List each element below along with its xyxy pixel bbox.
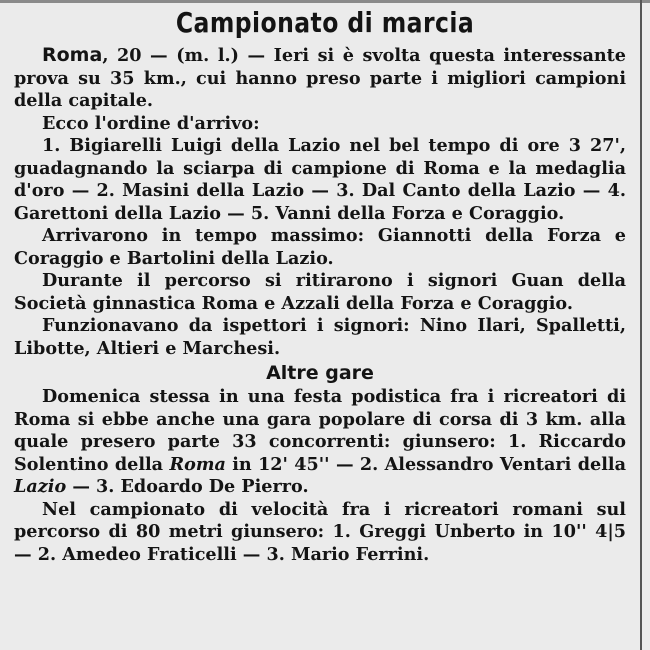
dateline-rest: , 20 — (m. l.) — <box>102 45 266 66</box>
top-rule <box>0 0 650 3</box>
paragraph-speed: Nel campionato di velocità fra i ricreatori romani sul percorso di 80 metri giunsero: 1. Greggi Unberto in 10'' 4|5 — 2. Amedeo Fraticelli — 3. Mario Ferrini. <box>14 498 626 565</box>
subheadline: Altre gare <box>266 362 374 384</box>
paragraph-inspectors: Funzionavano da ispettori i signori: Nino Ilari, Spalletti, Libotte, Altieri e Marchesi. <box>14 315 626 359</box>
paragraph-results: 1. Bigiarelli Luigi della Lazio nel bel tempo di ore 3 27', guadagnando la sciarpa di campione di Roma e la medaglia d'oro — 2. Masini della Lazio — 3. Dal Canto della Lazio — 4. Garettoni della Lazio — 5. Vanni della Forza e Coraggio. <box>14 135 626 224</box>
other-race-text-c: — 3. Edoardo De Pierro. <box>66 476 309 497</box>
paragraph-order-header: Ecco l'ordine d'arrivo: <box>42 112 260 134</box>
team-roma: Roma <box>169 453 226 475</box>
paragraph-max-time: Arrivarono in tempo massimo: Giannotti della Forza e Coraggio e Bartolini della Lazio. <box>14 225 626 269</box>
paragraph-retired: Durante il percorso si ritirarono i signori Guan della Società ginnastica Roma e Azzali della Forza e Coraggio. <box>14 270 626 314</box>
paragraph-intro <box>14 44 626 113</box>
dateline-city: Roma <box>42 44 103 66</box>
paragraph-other-race <box>14 386 626 499</box>
article-body <box>14 44 626 566</box>
headline: Campionato di marcia <box>175 6 475 39</box>
intro-text: Ieri si è svolta questa interessante prova su 35 km., cui hanno preso parte i migliori campioni della capitale. <box>14 45 626 111</box>
team-lazio: Lazio <box>14 476 67 497</box>
other-race-text-b: in 12' 45'' — 2. Alessandro Ventari della <box>225 453 626 475</box>
other-race-text-a: Domenica stessa in una festa podistica fra i ricreatori di Roma si ebbe anche una gara popolare di corsa di 3 km. alla quale presero parte 33 concorrenti: giunsero: 1. Riccardo Solentino della <box>14 386 626 475</box>
column-border <box>640 0 642 650</box>
